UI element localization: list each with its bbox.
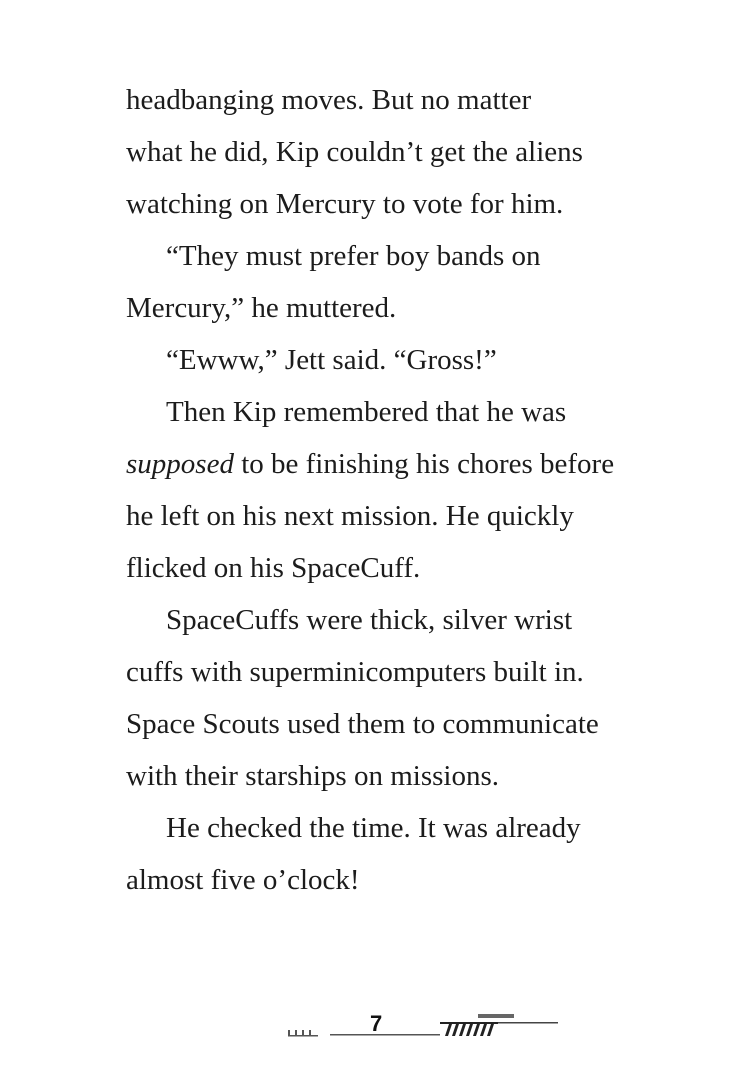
text-line: almost five o’clock! (126, 864, 360, 896)
text-line: headbanging moves. But no matter (126, 84, 532, 116)
text-line: cuffs with superminicomputers built in. (126, 656, 584, 688)
text-line: watching on Mercury to vote for him. (126, 188, 564, 220)
footer-top-bar (478, 1014, 514, 1018)
italic-word: supposed (126, 448, 234, 480)
text-line: flicked on his SpaceCuff. (126, 552, 421, 584)
footer-rule (330, 1034, 440, 1036)
text-line: with their starships on missions. (126, 760, 499, 792)
footer-upper-rule (440, 1022, 498, 1024)
text-line: He checked the time. It was already (166, 812, 581, 844)
text-line: Mercury,” he muttered. (126, 292, 397, 324)
page-number: 7 (370, 1011, 383, 1036)
text-line: he left on his next mission. He quickly (126, 500, 574, 532)
text-line: what he did, Kip couldn’t get the aliens (126, 136, 583, 168)
line-rest: to be finishing his chores before (233, 448, 615, 480)
text-line: “They must prefer boy bands on (166, 240, 541, 272)
footer-speed-stripes-icon (445, 1024, 494, 1036)
footer-right-rule (498, 1022, 558, 1024)
text-line: SpaceCuffs were thick, silver wrist (166, 604, 573, 636)
text-line: Space Scouts used them to communicate (126, 708, 599, 740)
text-line: “Ewww,” Jett said. “Gross!” (166, 344, 497, 376)
text-line (126, 446, 614, 482)
page-footer (0, 1000, 756, 1050)
text-line: Then Kip remembered that he was (166, 396, 567, 428)
footer-left-ticks-icon (288, 1030, 318, 1037)
